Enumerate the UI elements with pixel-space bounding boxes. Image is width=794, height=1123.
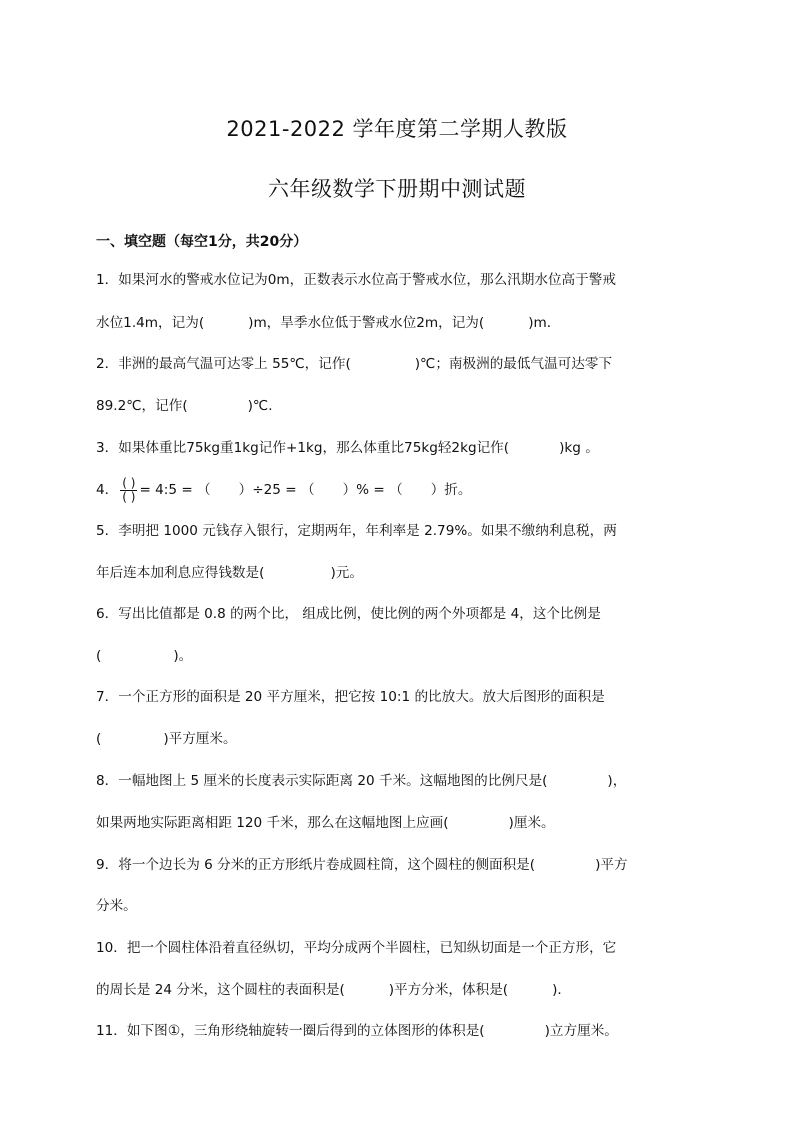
- question-2-line-2: [96, 396, 706, 416]
- q7-text-a: 7．一个正方形的面积是 20 平方厘米，把它按 10:1 的比放大。放大后图形的面积是: [96, 689, 605, 705]
- q9-text-a1: 9．将一个边长为 6 分米的正方形纸片卷成圆柱筒，这个圆柱的侧面积是(: [96, 857, 536, 873]
- question-9-line-2: [96, 896, 706, 916]
- question-2-line-1: [96, 354, 706, 374]
- fraction-blank[interactable]: [120, 477, 137, 504]
- question-11: [96, 1021, 706, 1041]
- exam-title: 2021-2022 学年度第二学期人教版: [226, 117, 568, 141]
- q6-text-b1: (: [96, 648, 102, 664]
- q11-text-a1: 11．如下图: [96, 1023, 168, 1039]
- question-3: [96, 438, 706, 458]
- question-6-line-1: [96, 604, 706, 624]
- q10-text-b1: 的周长是 24 分米，这个圆柱的表面积是(: [96, 982, 345, 998]
- question-8-line-1: [96, 771, 706, 791]
- q2-text-a2: )℃；南极洲的最低气温可达零下: [414, 356, 613, 372]
- q1-text-b3: )m．: [528, 315, 561, 331]
- q6-text-a: 6．写出比值都是 0.8 的两个比， 组成比例，使比例的两个外项都是 4，这个比例是: [96, 606, 601, 622]
- section-heading-fill-in: 一、填空题（每空1分，共20分）: [96, 234, 308, 250]
- fraction-numerator[interactable]: ( ): [122, 475, 136, 490]
- q1-text-b2: )m，旱季水位低于警戒水位2m，记为(: [248, 315, 485, 331]
- fraction-denominator[interactable]: ( ): [122, 489, 136, 504]
- question-5-line-1: [96, 521, 706, 541]
- q2-text-a1: 2．非洲的最高气温可达零上 55℃，记作(: [96, 356, 351, 372]
- question-10-line-2: [96, 980, 706, 1000]
- q7-text-b2: )平方厘米。: [163, 731, 237, 747]
- q8-text-b1: 如果两地实际距离相距 120 千米，那么在这幅地图上应画(: [96, 815, 449, 831]
- q4-text-p3: ）% = （: [342, 482, 403, 498]
- q3-text-a1: 3．如果体重比75kg重1kg记作+1kg，那么体重比75kg轻2kg记作(: [96, 440, 510, 456]
- q11-text-a3: )立方厘米。: [544, 1023, 618, 1039]
- q4-text-p4: ）折。: [430, 482, 472, 498]
- question-6-line-2: [96, 646, 706, 666]
- q7-text-b1: (: [96, 731, 102, 747]
- exam-subtitle: 六年级数学下册期中测试题: [268, 177, 526, 201]
- q5-text-b2: )元。: [330, 565, 363, 581]
- question-5-line-2: [96, 563, 706, 583]
- question-9-line-1: [96, 855, 706, 875]
- question-4: [96, 476, 706, 504]
- q4-text-p1: = 4:5 = （: [139, 482, 211, 498]
- q10-text-b2: )平方分米，体积是(: [388, 982, 509, 998]
- q8-text-b2: )厘米。: [508, 815, 555, 831]
- q5-text-b1: 年后连本加利息应得钱数是(: [96, 565, 265, 581]
- question-1-line-2: [96, 313, 706, 333]
- question-7-line-2: [96, 729, 706, 749]
- question-10-line-1: [96, 938, 706, 958]
- q9-text-a2: )平方: [595, 857, 628, 873]
- q9-text-b: 分米。: [96, 898, 137, 914]
- q11-text-a2: ，三角形绕轴旋转一圈后得到的立体图形的体积是(: [180, 1023, 485, 1039]
- q10-text-b3: )．: [552, 982, 572, 998]
- q10-text-a: 10．把一个圆柱体沿着直径纵切，平均分成两个半圆柱，已知纵切面是一个正方形，它: [96, 940, 617, 956]
- q1-text-b1: 水位1.4m，记为(: [96, 315, 205, 331]
- q2-text-b1: 89.2℃，记作(: [96, 398, 188, 414]
- circled-one-marker: ①: [167, 1023, 181, 1039]
- q2-text-b2: )℃．: [247, 398, 282, 414]
- q8-text-a1: 8．一幅地图上 5 厘米的长度表示实际距离 20 千米。这幅地图的比例尺是(: [96, 773, 548, 789]
- q5-text-a: 5．李明把 1000 元钱存入银行，定期两年，年利率是 2.79%。如果不缴纳利息税，两: [96, 523, 617, 539]
- q4-text-p2: ）÷25 = （: [238, 482, 315, 498]
- question-8-line-2: [96, 813, 706, 833]
- q1-text-a: 1．如果河水的警戒水位记为0m，正数表示水位高于警戒水位，那么汛期水位高于警戒: [96, 272, 616, 288]
- q6-text-b2: )。: [173, 648, 193, 664]
- q4-number: 4．: [96, 482, 119, 498]
- question-1-line-1: [96, 270, 706, 290]
- q8-text-a2: )，: [607, 773, 627, 789]
- q3-text-a2: )kg 。: [559, 440, 599, 456]
- question-7-line-1: [96, 687, 706, 707]
